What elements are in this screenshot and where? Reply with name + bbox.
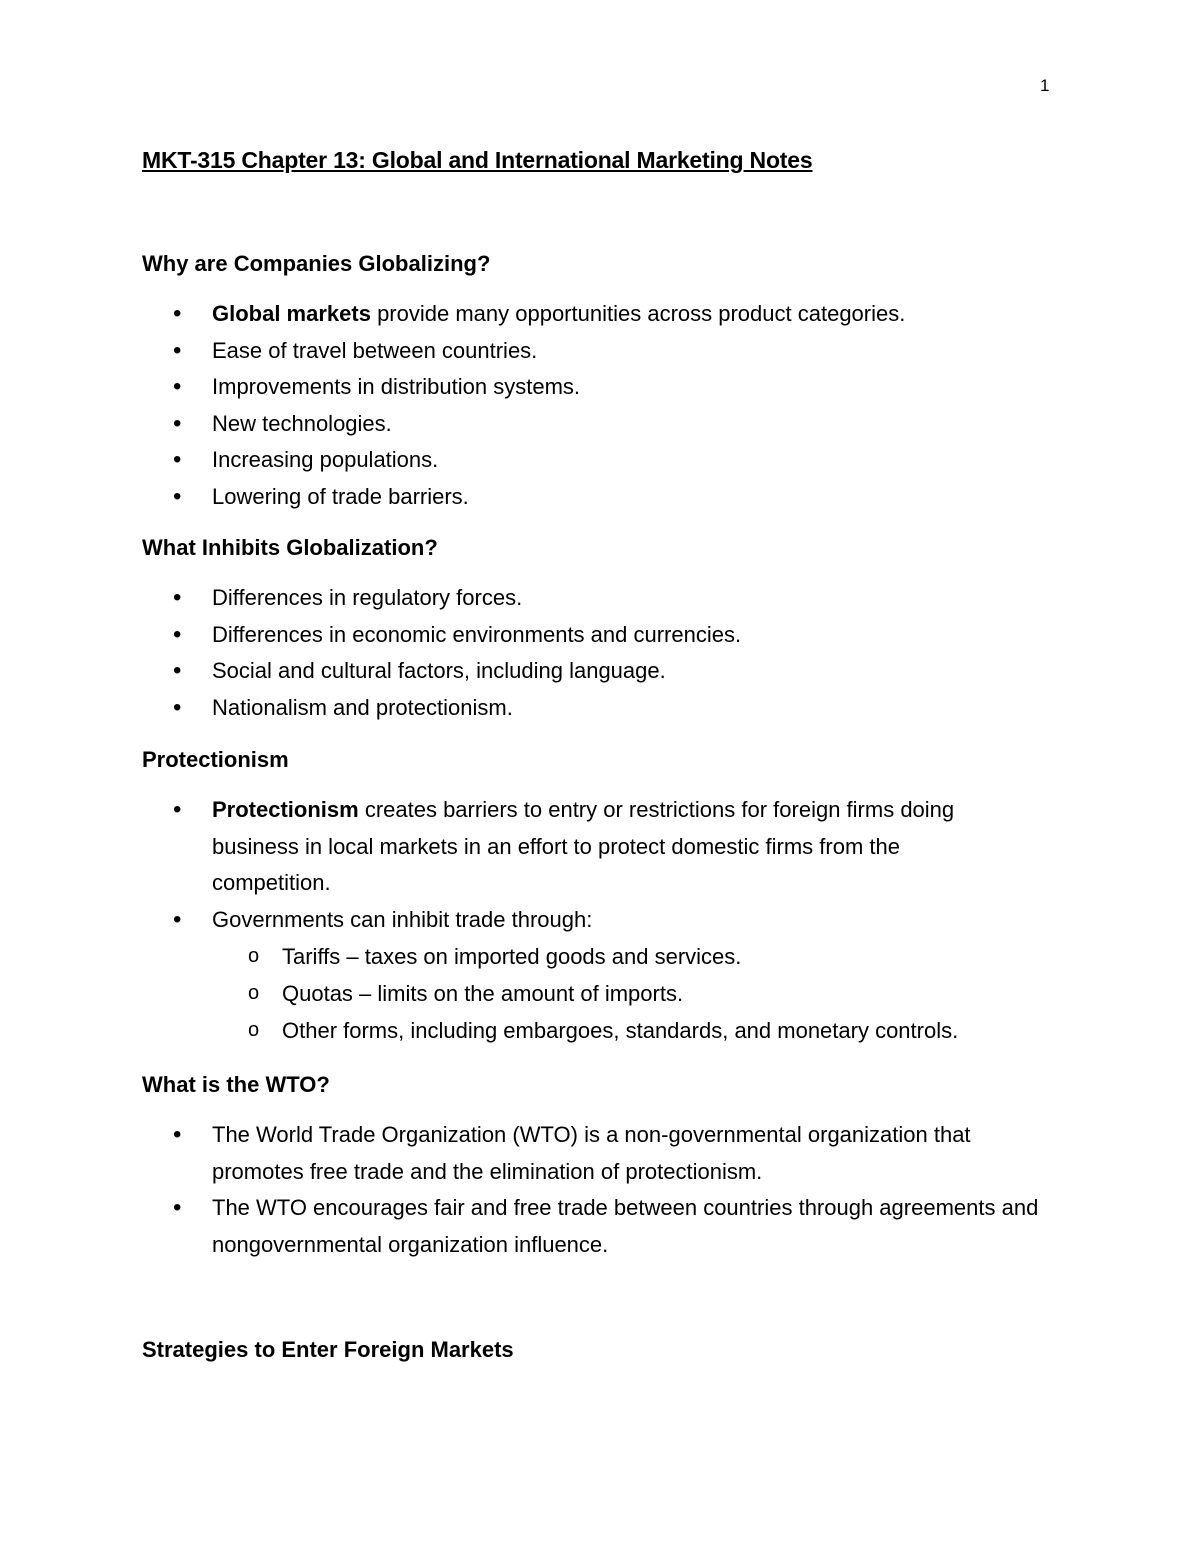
list-item-text: creates barriers to entry or restrictions for foreign firms doing business in local markets in an effort to protect domestic firms from the competition. [212, 797, 955, 895]
list-item-text: Nationalism and protectionism. [212, 694, 513, 720]
list-item-text: New technologies. [212, 410, 392, 436]
list-item [142, 792, 1002, 902]
list-item [142, 1190, 1042, 1263]
sub-list-item [212, 938, 1072, 975]
list-item-text: Lowering of trade barriers. [212, 483, 469, 509]
list-item-text: Increasing populations. [212, 447, 439, 472]
list-item-text: Social and cultural factors, including language. [212, 658, 666, 683]
list-item [142, 479, 1072, 516]
list-item [142, 442, 1072, 479]
list-item-text: Ease of travel between countries. [212, 337, 538, 363]
section-heading: What Inhibits Globalization? [142, 535, 438, 560]
list-item-text: The WTO encourages fair and free trade between countries through agreements and nongovernmental organization influence. [212, 1195, 1039, 1257]
list-item [142, 653, 1072, 690]
section-heading: Why are Companies Globalizing? [142, 251, 491, 276]
section-heading: Strategies to Enter Foreign Markets [142, 1337, 514, 1362]
list-item [142, 333, 1072, 370]
list-item [142, 369, 1072, 406]
list-item [142, 406, 1072, 443]
section-heading: Protectionism [142, 747, 289, 772]
document-title: MKT-315 Chapter 13: Global and International Marketing Notes [142, 147, 813, 173]
section-what-is-wto [142, 1068, 1072, 1263]
list-item-text: The World Trade Organization (WTO) is a non-governmental organization that promotes free trade and the elimination of protectionism. [212, 1122, 971, 1184]
bullet-list [142, 1117, 1072, 1263]
section-strategies [142, 1333, 1072, 1367]
list-item [142, 902, 1072, 1050]
list-item-text: provide many opportunities across product categories. [370, 301, 906, 326]
section-why-globalizing [142, 247, 1072, 515]
sub-list [212, 938, 1072, 1049]
bullet-list [142, 296, 1072, 515]
section-protectionism [142, 743, 1072, 1049]
list-item-text: Improvements in distribution systems. [212, 374, 581, 399]
list-item-text: Differences in regulatory forces. [212, 585, 523, 610]
list-item [142, 580, 1072, 617]
sub-item-text: Other forms, including embargoes, standards, and monetary controls. [282, 1018, 959, 1043]
list-item [142, 296, 1072, 333]
section-heading: What is the WTO? [142, 1072, 330, 1097]
page-number: 1 [1040, 76, 1050, 95]
section-what-inhibits [142, 531, 1072, 726]
bold-term: Global markets [212, 301, 371, 326]
bold-term: Protectionism [212, 797, 359, 822]
sub-list-item [212, 1012, 1072, 1049]
list-item [142, 1117, 1042, 1190]
list-item [142, 617, 1072, 654]
sub-item-text: Tariffs – taxes on imported goods and services. [282, 944, 742, 969]
list-item-text: Governments can inhibit trade through: [212, 906, 593, 932]
list-item-text: Differences in economic environments and currencies. [212, 621, 742, 647]
sub-item-text: Quotas – limits on the amount of imports. [282, 981, 684, 1006]
sub-list-item [212, 975, 1072, 1012]
list-item [142, 690, 1072, 727]
bullet-list [142, 792, 1072, 1049]
bullet-list [142, 580, 1072, 726]
